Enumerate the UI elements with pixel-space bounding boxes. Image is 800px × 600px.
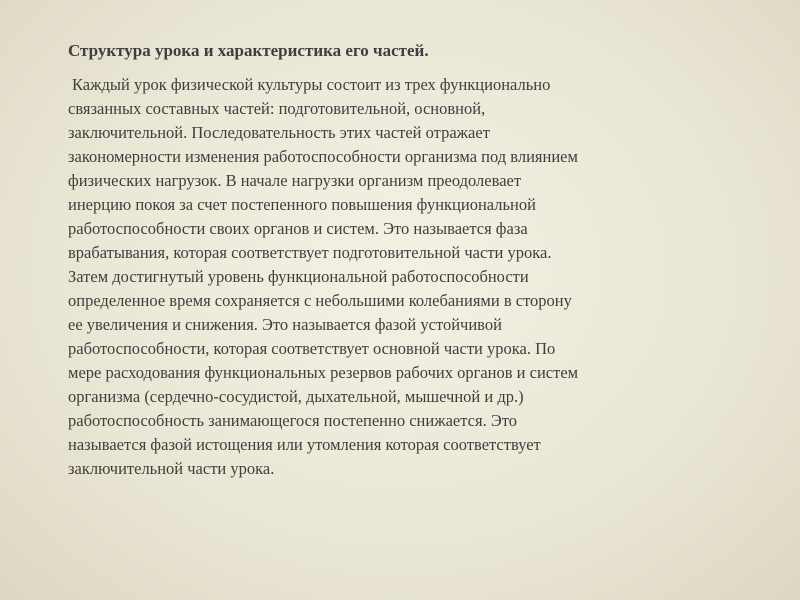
slide-paragraph: Каждый урок физической культуры состоит из трех функционально связанных составных частей: подготовительной, основной, заключительной. Последовательность этих частей отражает закономерности изменения работоспособности организма под влиянием физических нагрузок. В начале нагрузки организм преодолевает инерцию покоя за счет постепенного повышения функциональной работоспособности своих органов и систем. Это называется фаза врабатывания, которая соответствует подготовительной части урока. Затем достигнутый уровень функциональной работоспособности определенное время сохраняется с небольшими колебаниями в сторону ее увеличения и снижения. Это называется фазой устойчивой работоспособности, которая соответствует основной части урока. По мере расходования функциональных резервов рабочих органов и систем организма (сердечно-сосудистой, дыхательной, мышечной и др.) работоспособность занимающегося постепенно снижается. Это называется фазой истощения или утомления которая соответствует заключительной части урока. — [68, 75, 579, 478]
slide-heading: Структура урока и характеристика его частей. — [68, 41, 429, 60]
slide-content — [68, 40, 708, 481]
